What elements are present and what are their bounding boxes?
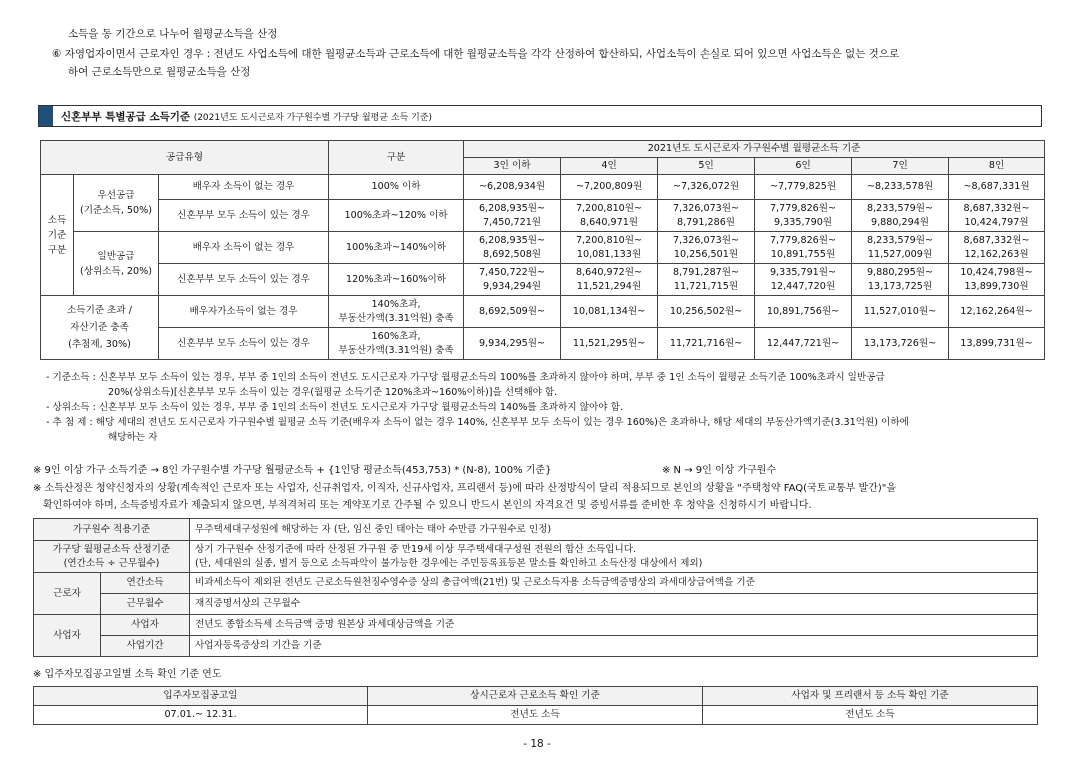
- cell-value: 13,899,731원~: [949, 328, 1045, 360]
- cell-value: 11,527,010원~: [852, 296, 949, 328]
- cell-value: 10,891,756원~: [755, 296, 852, 328]
- cell-value: 9,880,295원~ 13,173,725원: [852, 264, 949, 296]
- header-size: 5인: [658, 158, 755, 175]
- section-header: [38, 105, 1042, 127]
- business-income-value: 전년도 종합소득세 소득금액 증명 원본상 과세대상금액을 기준: [190, 615, 1038, 636]
- header-supply-type: 공급유형: [41, 141, 329, 175]
- business-period-label: 사업기간: [101, 636, 190, 657]
- cell-value: 7,326,073원~ 8,791,286원: [658, 200, 755, 232]
- header-size: 3인 이하: [464, 158, 561, 175]
- intro-line-3: 하여 근로소득만으로 월평균소득을 산정: [68, 66, 251, 78]
- header-size: 7인: [852, 158, 949, 175]
- note-line: 20%(상위소득)[신혼부부 모두 소득이 있는 경우(월평균 소득기준 120%초과~160%이하)]을 선택해야 함.: [108, 387, 558, 398]
- year-cell-business: 전년도 소득: [703, 706, 1038, 725]
- header-size: 6인: [755, 158, 852, 175]
- cell-value: 8,692,509원~: [464, 296, 561, 328]
- cell-value: ~8,687,331원: [949, 175, 1045, 200]
- cell-value: 8,791,287원~ 11,721,715원: [658, 264, 755, 296]
- cell-value: 8,687,332원~ 12,162,263원: [949, 232, 1045, 264]
- cell-value: 7,779,826원~ 9,335,790원: [755, 200, 852, 232]
- year-cell-worker: 전년도 소득: [368, 706, 703, 725]
- header-category: 구분: [329, 141, 464, 175]
- row-type: 배우자 소득이 없는 경우: [159, 232, 329, 264]
- business-income-label: 사업자: [101, 615, 190, 636]
- row-range: 100%초과~140%이하: [329, 232, 464, 264]
- row-type: 배우자 소득이 없는 경우: [159, 175, 329, 200]
- income-calc-table: [33, 518, 1038, 657]
- cell-value: 9,335,791원~ 12,447,720원: [755, 264, 852, 296]
- remark-9-person: ※ 9인 이상 가구 소득기준 → 8인 가구원수별 가구당 월평균소득 + {1인당 평균소득(453,753) * (N-8), 100% 기준}: [33, 465, 552, 476]
- cell-value: ~7,779,825원: [755, 175, 852, 200]
- cell-value: 7,326,073원~ 10,256,501원: [658, 232, 755, 264]
- cell-value: 13,173,726원~: [852, 328, 949, 360]
- header-size: 4인: [561, 158, 658, 175]
- year-header-business: 사업자 및 프리랜서 등 소득 확인 기준: [703, 687, 1038, 706]
- business-label: 사업자: [34, 615, 101, 657]
- notes: [46, 370, 909, 445]
- note-line: - 기준소득 : 신혼부부 모두 소득이 있는 경우, 부부 중 1인의 소득이 전년도 도시근로자 가구당 월평균소득의 100%를 초과하지 않아야 하며, 부부 중 1인 소득이 월평균 소득기준 100%초과시 일반공급: [46, 372, 885, 383]
- row-type: 신혼부부 모두 소득이 있는 경우: [159, 200, 329, 232]
- cell-value: 11,521,295원~: [561, 328, 658, 360]
- cell-value: 6,208,935원~ 7,450,721원: [464, 200, 561, 232]
- year-note: ※ 입주자모집공고일별 소득 확인 기준 연도: [33, 669, 222, 680]
- remark-n: ※ N → 9인 이상 가구원수: [662, 465, 777, 476]
- year-header-worker: 상시근로자 근로소득 확인 기준: [368, 687, 703, 706]
- lottery-supply-label: 소득기준 초과 / 자산기준 충족 (추첨제, 30%): [41, 296, 159, 360]
- header-size: 8인: [949, 158, 1045, 175]
- cell-value: 8,640,972원~ 11,521,294원: [561, 264, 658, 296]
- row-range: 100%초과~120% 이하: [329, 200, 464, 232]
- remark-calc-1: ※ 소득산정은 청약신청자의 상황(계속적인 근로자 또는 사업자, 신규취업자, 이직자, 신규사업자, 프리랜서 등)에 따라 산정방식이 달리 적용되므로 본인의 상황을 "주택청약 FAQ(국토교통부 발간)"을: [33, 483, 897, 494]
- income-basis-label: 소득 기준 구분: [41, 175, 74, 296]
- cell-value: ~7,326,072원: [658, 175, 755, 200]
- row-type: 배우자가소득이 없는 경우: [159, 296, 329, 328]
- row-range: 160%초과, 부동산가액(3.31억원) 충족: [329, 328, 464, 360]
- monthly-income-criteria-label: 가구당 월평균소득 산정기준 (연간소득 ÷ 근무월수): [34, 541, 190, 573]
- cell-value: 7,200,810원~ 10,081,133원: [561, 232, 658, 264]
- work-months-value: 재직증명서상의 근무월수: [190, 594, 1038, 615]
- work-months-label: 근무월수: [101, 594, 190, 615]
- row-type: 신혼부부 모두 소득이 있는 경우: [159, 328, 329, 360]
- cell-value: 7,779,826원~ 10,891,755원: [755, 232, 852, 264]
- cell-value: 12,447,721원~: [755, 328, 852, 360]
- year-table: [33, 686, 1038, 725]
- business-period-value: 사업자등록증상의 기간을 기준: [190, 636, 1038, 657]
- row-type: 신혼부부 모두 소득이 있는 경우: [159, 264, 329, 296]
- cell-value: 9,934,295원~: [464, 328, 561, 360]
- year-cell-period: 07.01.~ 12.31.: [34, 706, 368, 725]
- household-criteria-value: 무주택세대구성원에 해당하는 자 (단, 임신 중인 태아는 태아 수만큼 가구원수로 인정): [190, 519, 1038, 541]
- cell-value: 10,256,502원~: [658, 296, 755, 328]
- row-range: 120%초과~160%이하: [329, 264, 464, 296]
- household-criteria-label: 가구원수 적용기준: [34, 519, 190, 541]
- cell-value: 8,233,579원~ 9,880,294원: [852, 200, 949, 232]
- worker-label: 근로자: [34, 573, 101, 615]
- row-range: 100% 이하: [329, 175, 464, 200]
- cell-value: ~6,208,934원: [464, 175, 561, 200]
- section-title-text: 신혼부부 특별공급 소득기준: [61, 111, 191, 123]
- cell-value: 8,233,579원~ 11,527,009원: [852, 232, 949, 264]
- cell-value: 11,721,716원~: [658, 328, 755, 360]
- year-header-announcement: 입주자모집공고일: [34, 687, 368, 706]
- cell-value: 8,687,332원~ 10,424,797원: [949, 200, 1045, 232]
- cell-value: 12,162,264원~: [949, 296, 1045, 328]
- cell-value: ~7,200,809원: [561, 175, 658, 200]
- cell-value: 6,208,935원~ 8,692,508원: [464, 232, 561, 264]
- note-line: 해당하는 자: [108, 432, 158, 443]
- cell-value: 7,450,722원~ 9,934,294원: [464, 264, 561, 296]
- section-marker: [39, 106, 53, 126]
- note-line: - 추 첨 제 : 해당 세대의 전년도 도시근로자 가구원수별 월평균 소득 기준(배우자 소득이 없는 경우 140%, 신혼부부 모두 소득이 있는 경우 160%)은 초과하나, 해당 세대의 부동산가액기준(3.31억원) 이하에: [46, 417, 909, 428]
- cell-value: 10,424,798원~ 13,899,730원: [949, 264, 1045, 296]
- monthly-income-criteria-value: 상기 가구원수 산정기준에 따라 산정된 가구원 중 만19세 이상 무주택세대구성원 전원의 합산 소득입니다. (단, 세대원의 실종, 별거 등으로 소득파악이 불가능한 경우에는 주민등록표등본 말소를 확인하고 소득산정 대상에서 제외): [190, 541, 1038, 573]
- annual-income-label: 연간소득: [101, 573, 190, 594]
- cell-value: 7,200,810원~ 8,640,971원: [561, 200, 658, 232]
- remark-calc-2: 확인하여야 하며, 소득증빙자료가 제출되지 않으면, 부적격처리 또는 계약포기로 간주될 수 있으니 반드시 본인의 자격요건 및 증빙서류를 준비한 후 청약을 신청하시기 바랍니다.: [43, 500, 812, 511]
- intro-line-1: 소득을 동 기간으로 나누어 월평균소득을 산정: [68, 28, 278, 40]
- intro-line-2: ⑥ 자영업자이면서 근로자인 경우 : 전년도 사업소득에 대한 월평균소득과 근로소득에 대한 월평균소득을 각각 산정하여 합산하되, 사업소득이 손실로 되어 있으면 사업소득은 없는 것으로: [52, 48, 900, 60]
- header-income-group: 2021년도 도시근로자 가구원수별 월평균소득 기준: [464, 141, 1045, 158]
- page-number: - 18 -: [523, 738, 551, 750]
- annual-income-value: 비과세소득이 제외된 전년도 근로소득원천징수영수증 상의 총급여액(21번) 및 근로소득자용 소득금액증명상의 과세대상급여액을 기준: [190, 573, 1038, 594]
- cell-value: ~8,233,578원: [852, 175, 949, 200]
- income-table: [40, 140, 1045, 360]
- section-title: [61, 109, 432, 124]
- general-supply-label: 일반공급 (상위소득, 20%): [74, 232, 159, 296]
- cell-value: 10,081,134원~: [561, 296, 658, 328]
- section-subtitle: (2021년도 도시근로자 가구원수별 가구당 월평균 소득 기준): [193, 113, 433, 123]
- note-line: - 상위소득 : 신혼부부 모두 소득이 있는 경우, 부부 중 1인의 소득이 전년도 도시근로자 가구당 월평균소득의 140%를 초과하지 않아야 함.: [46, 402, 623, 413]
- row-range: 140%초과, 부동산가액(3.31억원) 충족: [329, 296, 464, 328]
- priority-supply-label: 우선공급 (기준소득, 50%): [74, 175, 159, 232]
